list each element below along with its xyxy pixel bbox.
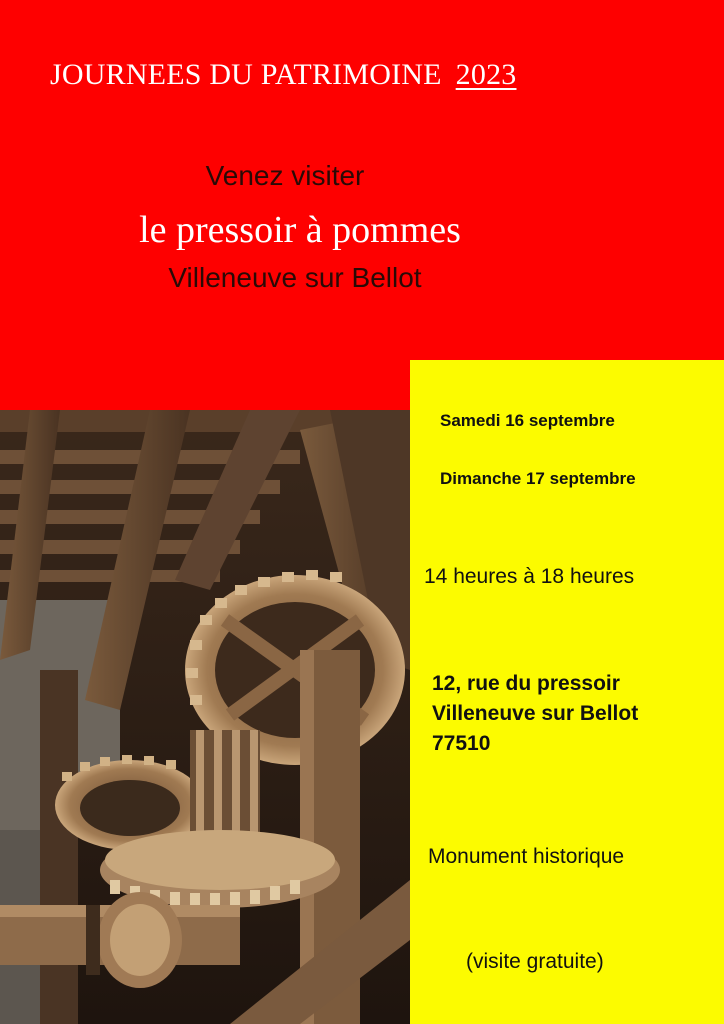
event-year: 2023 [455, 58, 517, 91]
address-block [432, 669, 638, 759]
red-header-panel [0, 0, 724, 410]
saturday-date: Samedi 16 septembre [440, 411, 615, 430]
address-street: 12, rue du pressoir [432, 672, 620, 695]
address-town: Villeneuve sur Bellot [432, 702, 639, 725]
visit-price: (visite gratuite) [466, 950, 604, 973]
sunday-date: Dimanche 17 septembre [440, 469, 636, 488]
event-title [50, 58, 690, 92]
monument-status: Monument historique [428, 845, 625, 868]
subject-heading: le pressoir à pommes [139, 209, 461, 251]
village-name: Villeneuve sur Bellot [168, 262, 422, 293]
press-mechanism-photo [0, 410, 410, 1024]
address-postal-code: 77510 [432, 732, 491, 755]
event-title-text: JOURNEES DU PATRIMOINE [50, 58, 442, 91]
invite-text: Venez visiter [205, 160, 365, 191]
opening-hours: 14 heures à 18 heures [424, 565, 635, 588]
